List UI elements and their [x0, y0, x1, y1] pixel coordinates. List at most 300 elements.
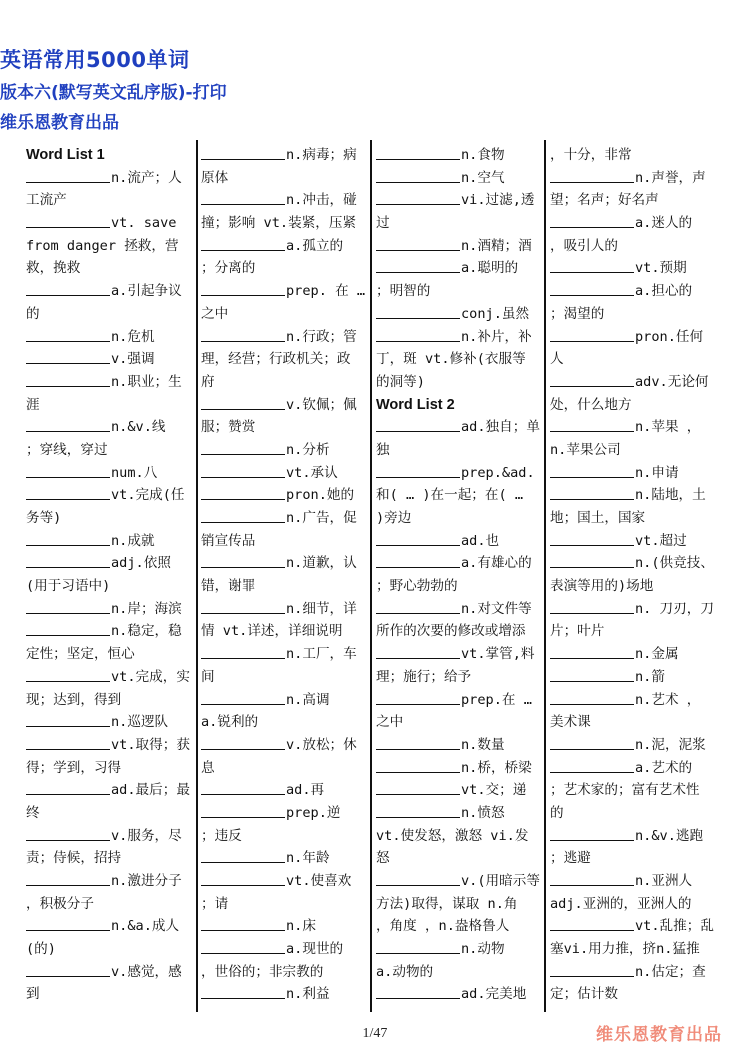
answer-blank: [201, 939, 285, 954]
word-entry-continuation: [201, 575, 373, 598]
answer-blank: [201, 485, 285, 500]
word-entry: [550, 598, 722, 621]
word-entry-continuation: [201, 825, 373, 848]
word-entry: [550, 689, 722, 712]
word-entry-continuation: [26, 235, 198, 258]
word-entry: [26, 825, 198, 848]
definition-text: n.金属: [635, 646, 679, 663]
word-entry-continuation: [376, 825, 548, 848]
definition-text: a.孤立的: [286, 237, 344, 254]
definition-text: a.迷人的: [635, 215, 693, 232]
definition-text: 怒: [376, 850, 390, 867]
definition-text: n.愤怒: [461, 804, 505, 821]
answer-blank: [201, 916, 285, 931]
word-entry-continuation: [376, 212, 548, 235]
definition-text: a.现世的: [286, 941, 344, 958]
definition-text: n. 刀刃，刀: [635, 600, 714, 617]
definition-text: ，吸引人的: [550, 237, 618, 254]
definition-text: ；艺术家的；富有艺术性: [550, 782, 700, 799]
definition-text: n.泥，泥浆: [635, 736, 706, 753]
definition-text: adv.无论何: [635, 373, 709, 390]
definition-text: ，角度 ，n.盎格鲁人: [376, 918, 510, 935]
definition-text: n.流产；人: [111, 169, 182, 186]
word-entry-continuation: [201, 530, 373, 553]
word-column-2: [201, 144, 373, 1016]
definition-text: a.动物的: [376, 963, 434, 980]
answer-blank: [550, 417, 634, 432]
definition-text: n.岸；海滨: [111, 600, 182, 617]
answer-blank: [376, 553, 460, 568]
answer-blank: [550, 735, 634, 750]
answer-blank: [26, 349, 110, 364]
answer-blank: [201, 145, 285, 160]
answer-blank: [550, 916, 634, 931]
definition-text: 定；估计数: [550, 986, 618, 1003]
answer-blank: [550, 962, 634, 977]
word-entry: [550, 167, 722, 190]
answer-blank: [550, 372, 634, 387]
word-entry-continuation: [26, 802, 198, 825]
definition-text: 的: [550, 804, 564, 821]
word-column-3: [376, 144, 548, 1016]
definition-text: 所作的次要的修改或增添: [376, 623, 526, 640]
answer-blank: [550, 168, 634, 183]
word-entry-continuation: [550, 144, 722, 167]
definition-text: vi.过滤,透: [461, 192, 535, 209]
definition-text: ；请: [201, 895, 229, 912]
answer-blank: [26, 962, 110, 977]
answer-blank: [376, 599, 460, 614]
word-entry-continuation: [376, 961, 548, 984]
answer-blank: [26, 826, 110, 841]
word-entry-continuation: [26, 983, 198, 1006]
word-entry: [26, 484, 198, 507]
definition-text: n.补片，补: [461, 328, 532, 345]
definition-text: 人: [550, 351, 564, 368]
definition-text: n.激进分子: [111, 873, 182, 889]
word-entry-continuation: [26, 893, 198, 916]
definition-text: n.对文件等: [461, 600, 532, 617]
word-entry: [376, 189, 548, 212]
answer-blank: [26, 213, 110, 228]
definition-text: vt.使喜欢: [286, 873, 352, 889]
answer-blank: [550, 667, 634, 682]
definition-text: n.行政；管: [286, 328, 357, 345]
word-entry-continuation: [201, 666, 373, 689]
word-entry: [201, 734, 373, 757]
definition-text: n.分析: [286, 441, 330, 458]
watermark: 维乐恩教育出品: [596, 1025, 722, 1045]
answer-blank: [550, 690, 634, 705]
word-entry: [376, 779, 548, 802]
definition-text: a.艺术的: [635, 759, 693, 776]
word-entry-continuation: [26, 847, 198, 870]
answer-blank: [550, 758, 634, 773]
answer-blank: [26, 531, 110, 546]
answer-blank: [201, 803, 285, 818]
word-entry: [26, 666, 198, 689]
word-entry-continuation: [376, 484, 548, 507]
document-title: 英语常用5000单词: [0, 48, 190, 72]
word-entry: [376, 757, 548, 780]
word-entry: [26, 598, 198, 621]
answer-blank: [26, 485, 110, 500]
word-entry-continuation: [550, 802, 722, 825]
word-entry: [550, 643, 722, 666]
word-entry: [26, 348, 198, 371]
definition-text: 过: [376, 215, 390, 232]
definition-text: n.苹果 ，: [635, 419, 701, 436]
answer-blank: [376, 984, 460, 999]
answer-blank: [376, 735, 460, 750]
word-entry: [26, 416, 198, 439]
word-entry: [376, 303, 548, 326]
definition-text: (用于习语中): [26, 578, 111, 595]
definition-text: v.(用暗示等: [461, 873, 540, 889]
word-entry: [201, 280, 373, 303]
definition-text: 终: [26, 804, 40, 821]
answer-blank: [201, 508, 285, 523]
definition-text: 独: [376, 441, 390, 458]
word-entry: [550, 666, 722, 689]
word-entry-continuation: [26, 439, 198, 462]
word-entry-continuation: [550, 575, 722, 598]
answer-blank: [26, 327, 110, 342]
definition-text: 责；侍候，招持: [26, 850, 122, 867]
definition-text: n.苹果公司: [550, 441, 621, 458]
word-entry-continuation: [376, 280, 548, 303]
answer-blank: [26, 712, 110, 727]
definition-text: 和( … )在一起；在( …: [376, 487, 524, 504]
answer-blank: [550, 599, 634, 614]
answer-blank: [376, 871, 460, 886]
word-entry: [376, 983, 548, 1006]
definition-text: prep.&ad.: [461, 464, 535, 481]
word-entry-continuation: [201, 620, 373, 643]
definition-text: 丁，斑 vt.修补(衣服等: [376, 351, 526, 368]
answer-blank: [201, 281, 285, 296]
definition-text: n.病毒；病: [286, 147, 357, 163]
answer-blank: [201, 984, 285, 999]
word-entry-continuation: [376, 507, 548, 530]
definition-text: n.稳定，稳: [111, 623, 182, 640]
definition-text: ，积极分子: [26, 895, 94, 912]
word-entry-continuation: [26, 643, 198, 666]
word-entry-continuation: [550, 303, 722, 326]
word-entry-continuation: [550, 983, 722, 1006]
definition-text: 撞；影响 vt.装紧，压紧: [201, 215, 357, 232]
word-entry: [550, 371, 722, 394]
word-entry: [201, 983, 373, 1006]
answer-blank: [201, 236, 285, 251]
definition-text: a.锐利的: [201, 714, 259, 731]
definition-text: n.&v.逃跑: [635, 827, 704, 844]
definition-text: n.申请: [635, 464, 679, 481]
answer-blank: [201, 644, 285, 659]
definition-text: 得；学到，习得: [26, 759, 122, 776]
word-column-4: [550, 144, 722, 1016]
answer-blank: [376, 304, 460, 319]
word-entry-continuation: [550, 348, 722, 371]
answer-blank: [376, 190, 460, 205]
answer-blank: [201, 735, 285, 750]
word-entry-continuation: [550, 893, 722, 916]
answer-blank: [201, 327, 285, 342]
definition-text: ad.最后；最: [111, 782, 190, 799]
definition-text: n.艺术 ，: [635, 691, 701, 708]
word-entry-continuation: [201, 961, 373, 984]
word-entry-continuation: [550, 394, 722, 417]
definition-text: v.服务，尽: [111, 827, 182, 844]
definition-text: n.陆地，土: [635, 487, 706, 504]
word-entry-continuation: [550, 779, 722, 802]
word-entry: [550, 212, 722, 235]
definition-text: vt.预期: [635, 260, 687, 277]
word-entry: [550, 530, 722, 553]
answer-blank: [201, 780, 285, 795]
answer-blank: [376, 145, 460, 160]
definition-text: n.高调: [286, 691, 330, 708]
definition-text: n.细节，详: [286, 600, 357, 617]
definition-text: vt.取得；获: [111, 736, 190, 753]
word-entry: [376, 802, 548, 825]
word-entry: [201, 847, 373, 870]
definition-text: n.巡逻队: [111, 714, 169, 731]
definition-text: 塞vi.用力推，挤n.猛推: [550, 941, 700, 958]
answer-blank: [376, 168, 460, 183]
word-entry-continuation: [550, 439, 722, 462]
word-entry: [26, 530, 198, 553]
definition-text: n.&v.线: [111, 419, 166, 436]
word-entry: [26, 371, 198, 394]
definition-text: ；渴望的: [550, 305, 605, 322]
word-entry: [376, 416, 548, 439]
definition-text: vt.承认: [286, 464, 338, 481]
word-entry: [550, 552, 722, 575]
definition-text: a.引起争议: [111, 283, 182, 300]
word-entry: [550, 416, 722, 439]
definition-text: n.广告，促: [286, 510, 357, 526]
word-entry-continuation: [26, 757, 198, 780]
definition-text: vt.使发怒，激怒 vi.发: [376, 827, 529, 844]
definition-text: 理，经营；行政机关；政: [201, 351, 351, 368]
word-entry: [26, 779, 198, 802]
answer-blank: [201, 463, 285, 478]
word-entry: [550, 326, 722, 349]
word-entry: [376, 938, 548, 961]
answer-blank: [26, 621, 110, 636]
definition-text: 的洞等): [376, 373, 425, 390]
word-entry-continuation: [550, 507, 722, 530]
word-entry: [376, 326, 548, 349]
word-entry-continuation: [201, 371, 373, 394]
word-entry: [201, 915, 373, 938]
word-entry: [26, 870, 198, 893]
document-subtitle: 版本六(默写英文乱序版)-打印: [0, 83, 227, 103]
definition-text: v.放松；休: [286, 736, 357, 753]
word-entry-continuation: [550, 620, 722, 643]
word-entry: [201, 802, 373, 825]
answer-blank: [550, 281, 634, 296]
word-entry-continuation: [550, 938, 722, 961]
answer-blank: [201, 599, 285, 614]
definition-text: 工流产: [26, 192, 67, 209]
definition-text: ad.完美地: [461, 986, 527, 1003]
word-entry: [550, 961, 722, 984]
answer-blank: [201, 871, 285, 886]
definition-text: v.强调: [111, 351, 155, 368]
definition-text: ；分离的: [201, 260, 256, 277]
definition-text: 理；施行；给予: [376, 668, 472, 685]
word-entry-continuation: [376, 666, 548, 689]
definition-text: n.亚洲人: [635, 873, 693, 889]
definition-text: n.冲击，碰: [286, 192, 357, 209]
word-entry: [26, 734, 198, 757]
word-entry: [201, 439, 373, 462]
answer-blank: [26, 667, 110, 682]
word-entry: [550, 484, 722, 507]
definition-text: 原体: [201, 169, 229, 186]
answer-blank: [376, 258, 460, 273]
word-entry: [550, 280, 722, 303]
word-entry-continuation: [26, 394, 198, 417]
answer-blank: [26, 735, 110, 750]
word-entry-continuation: [550, 847, 722, 870]
answer-blank: [376, 531, 460, 546]
word-entry: [376, 643, 548, 666]
word-entry: [201, 552, 373, 575]
definition-text: ；野心勃勃的: [376, 578, 458, 595]
word-entry: [201, 235, 373, 258]
word-entry: [376, 734, 548, 757]
definition-text: 救，挽救: [26, 260, 81, 277]
definition-text: 服；赞赏: [201, 419, 256, 436]
definition-text: n.年龄: [286, 850, 330, 867]
answer-blank: [26, 281, 110, 296]
definition-text: vt.完成，实: [111, 668, 190, 685]
definition-text: adj.亚洲的，亚洲人的: [550, 895, 692, 912]
definition-text: 片；叶片: [550, 623, 605, 640]
word-entry-continuation: [376, 915, 548, 938]
word-entry: [26, 462, 198, 485]
answer-blank: [550, 644, 634, 659]
definition-text: n.动物: [461, 941, 505, 958]
definition-text: 错，谢罪: [201, 578, 256, 595]
definition-text: n.桥，桥梁: [461, 759, 532, 776]
definition-text: vt.掌管,料: [461, 646, 535, 663]
word-entry: [376, 235, 548, 258]
definition-text: ad.也: [461, 532, 500, 549]
answer-blank: [376, 803, 460, 818]
word-entry-continuation: [550, 711, 722, 734]
word-entry: [376, 257, 548, 280]
definition-text: v.感觉，感: [111, 963, 182, 980]
definition-text: ad.再: [286, 782, 325, 799]
answer-blank: [201, 395, 285, 410]
definition-text: 销宣传品: [201, 532, 256, 549]
word-entry: [201, 938, 373, 961]
word-entry-continuation: [201, 348, 373, 371]
definition-text: ，十分，非常: [550, 147, 632, 163]
answer-blank: [376, 463, 460, 478]
answer-blank: [376, 758, 460, 773]
definition-text: 务等): [26, 510, 62, 526]
word-entry-continuation: [201, 167, 373, 190]
definition-text: n.成就: [111, 532, 155, 549]
definition-text: n.(供竞技、: [635, 555, 714, 572]
answer-blank: [26, 417, 110, 432]
answer-blank: [376, 780, 460, 795]
definition-text: ，世俗的；非宗教的: [201, 963, 324, 980]
word-entry-continuation: [376, 371, 548, 394]
definition-text: vt.超过: [635, 532, 687, 549]
word-entry-continuation: [201, 212, 373, 235]
definition-text: ；逃避: [550, 850, 591, 867]
word-entry: [26, 711, 198, 734]
word-entry-continuation: [26, 303, 198, 326]
word-entry-continuation: [550, 235, 722, 258]
answer-blank: [550, 531, 634, 546]
definition-text: n.工厂，车: [286, 646, 357, 663]
word-entry-continuation: [376, 711, 548, 734]
answer-blank: [26, 168, 110, 183]
answer-blank: [550, 463, 634, 478]
word-entry-continuation: [201, 757, 373, 780]
word-entry: [376, 144, 548, 167]
word-entry-continuation: [376, 575, 548, 598]
definition-text: 的: [26, 305, 40, 322]
word-entry: [201, 462, 373, 485]
definition-text: 方法)取得，谋取 n.角: [376, 895, 518, 912]
word-entry-continuation: [376, 847, 548, 870]
definition-text: )旁边: [376, 510, 412, 526]
definition-text: n.估定；查: [635, 963, 706, 980]
definition-text: 之中: [376, 714, 404, 731]
answer-blank: [26, 463, 110, 478]
word-entry: [26, 915, 198, 938]
definition-text: n.职业；生: [111, 373, 182, 390]
answer-blank: [26, 780, 110, 795]
word-entry: [201, 144, 373, 167]
answer-blank: [550, 871, 634, 886]
definition-text: prep. 在 …: [286, 283, 366, 300]
word-entry-continuation: [201, 416, 373, 439]
word-entry: [376, 530, 548, 553]
word-entry: [26, 552, 198, 575]
word-entry-continuation: [376, 439, 548, 462]
definition-text: n.酒精；酒: [461, 237, 532, 254]
definition-text: v.钦佩；佩: [286, 396, 357, 413]
definition-text: 处，什么地方: [550, 396, 632, 413]
definition-text: 美术课: [550, 714, 591, 731]
word-entry-continuation: [201, 257, 373, 280]
definition-text: 到: [26, 986, 40, 1003]
definition-text: num.八: [111, 464, 158, 481]
answer-blank: [376, 417, 460, 432]
word-entry: [26, 620, 198, 643]
definition-text: n.危机: [111, 328, 155, 345]
word-entry: [26, 961, 198, 984]
definition-text: 涯: [26, 396, 40, 413]
definition-text: 府: [201, 373, 215, 390]
word-entry: [201, 643, 373, 666]
answer-blank: [201, 690, 285, 705]
answer-blank: [201, 440, 285, 455]
definition-text: pron.任何: [635, 328, 704, 345]
word-entry-continuation: [376, 893, 548, 916]
word-entry: [26, 212, 198, 235]
answer-blank: [26, 553, 110, 568]
